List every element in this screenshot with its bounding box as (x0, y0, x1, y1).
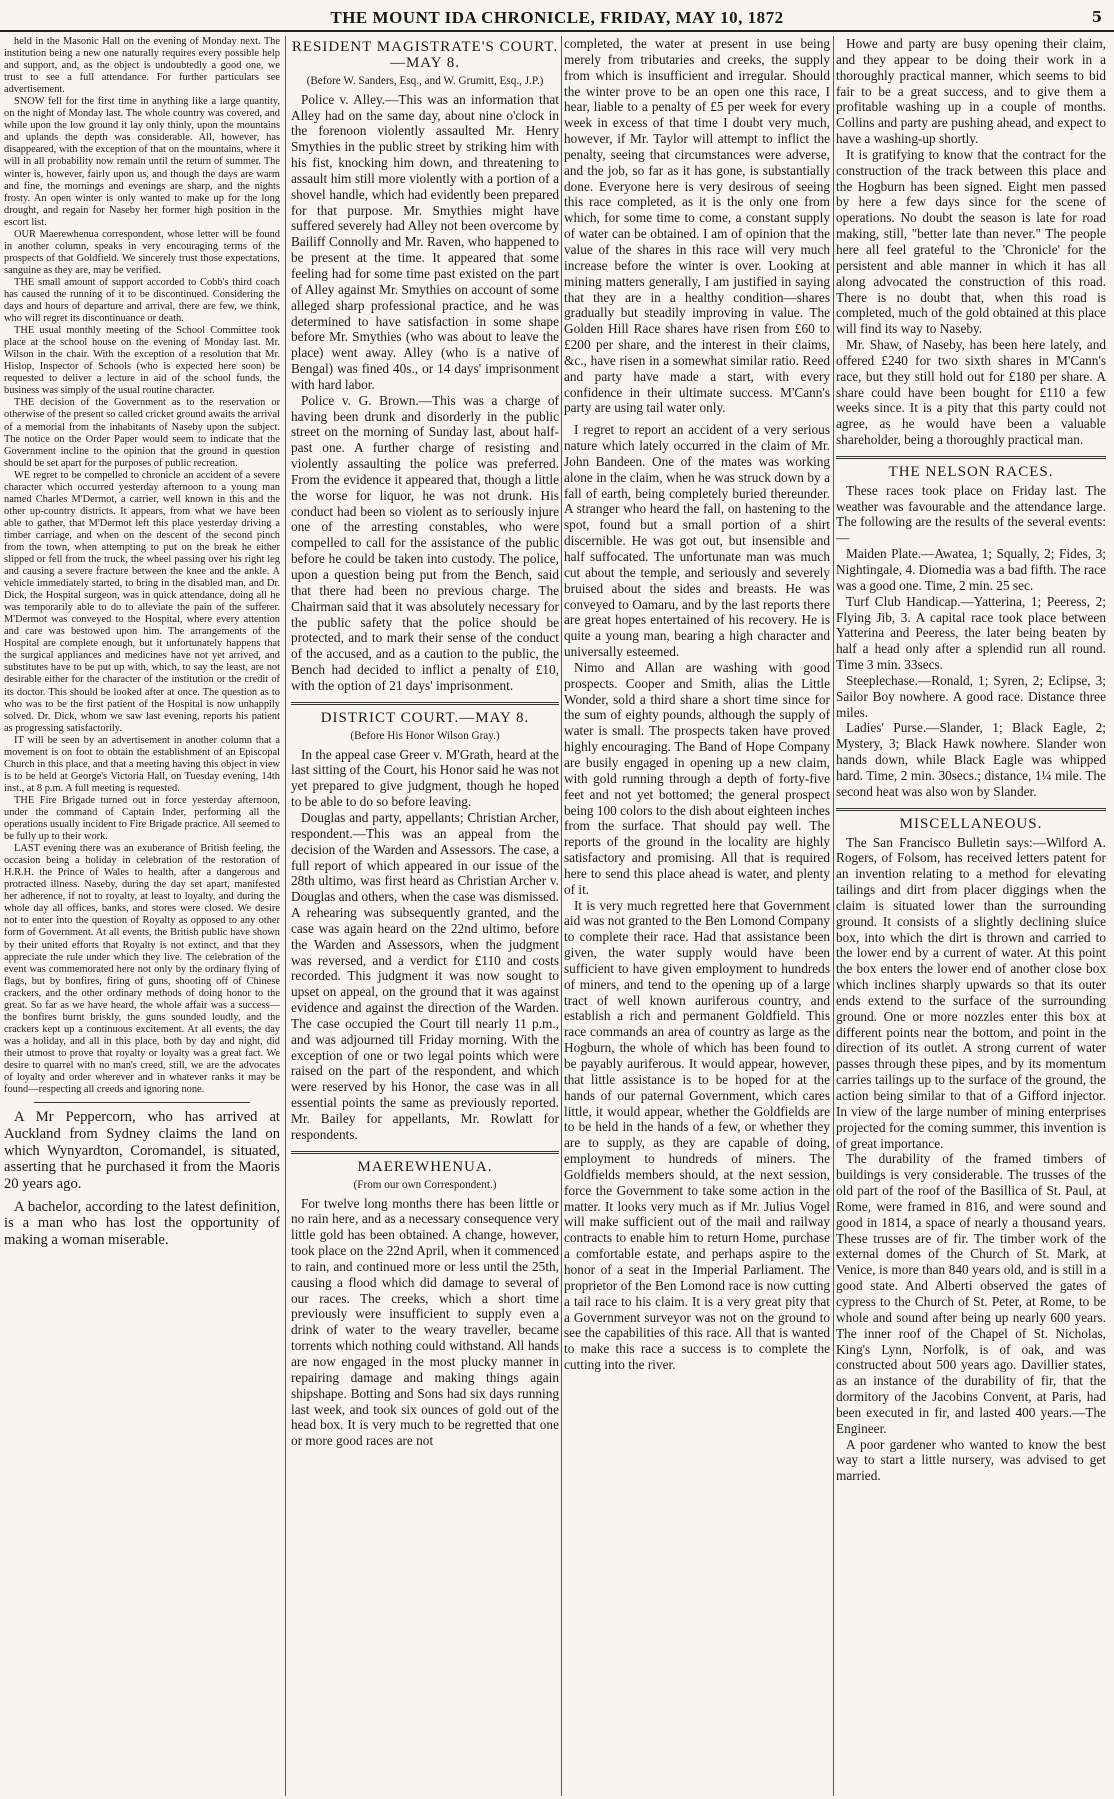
article-paragraph: Turf Club Handicap.—Yatterina, 1; Peeress, 2; Flying Jib, 3. A capital race took place between Yatterina and Peeress, the later being beaten by half a head only after a splendid run all round. Time 3 min. 33secs. (836, 593, 1106, 673)
local-news (4, 36, 280, 1096)
article-paragraph: Douglas and party, appellants; Christian Archer, respondent.—This was an appeal from the decision of the Warden and Assessors. The case, a full report of which appeared in our issue of the 28th ultimo, was first heard as Christian Archer v. Douglas and others, when the case was dismissed. A rehearing was subsequently granted, and the case was again heard on the 22nd ultimo, before the Warden and Assessors, when the judgment was reversed, and a verdict for £110 and costs recorded. This judgment it was now sought to upset on appeal, on the ground that it was against evidence and against the direction of the Warden. The case occupied the Court till nearly 11 p.m., and was adjourned till Friday morning. With the exception of one or two legal points which were raised on the part of the respondent, and which were reserved by his Honor, the case was in all essential points the same as previously reported. Mr. Bailey for appellants, Mr. Rowlatt for respondents. (291, 809, 559, 1142)
section-heading: RESIDENT MAGISTRATE'S COURT.—MAY 8. (291, 39, 559, 71)
section-heading: MAEREWHENUA. (357, 1158, 493, 1175)
news-brief: A Mr Peppercorn, who has arrived at Auckland from Sydney claims the land on which Wynyardton, Coromandel, is situated, asserting that he purchased it from the Maoris 20 years ago. (4, 1109, 280, 1192)
section-heading: DISTRICT COURT.—MAY 8. (320, 709, 530, 726)
section-heading: MISCELLANEOUS. (899, 815, 1043, 832)
divider (34, 1102, 250, 1103)
article-paragraph: Nimo and Allan are washing with good prospects. Cooper and Smith, alias the Little Wonder, sold a third share a short time since for the sum of eighty pounds, although the supply of water is small. The prospects taken have proved highly encouraging. The Band of Hope Company are busily engaged in opening up a new claim, with gold running through a depth of forty-five feet and not yet bottomed; the general prospect being 100 colors to the dish about eighteen inches from the surface. That should pay well. The reports of the ground in the locality are highly satisfactory and promising. All that is required here to send this place ahead is water, and plenty of it. (564, 659, 830, 897)
news-brief: A bachelor, according to the latest definition, is a man who has lost the opportunity of making a woman miserable. (4, 1198, 280, 1249)
divider (836, 456, 1106, 459)
article-paragraph: THE small amount of support accorded to Cobb's third coach has caused the running of it to be discontinued. Considering the days and hours of departure and arrival, there are few, we think, who will regret its discontinuance or death. (4, 276, 280, 325)
article-paragraph: Police v. Alley.—This was an information that Alley had on the same day, about nine o'clock in the forenoon violently assaulted Mr. Henry Smythies in the public street by striking him with his fist, knocking him down, and threatening to assault him still more violently with a portion of a shovel handle, which had evidently been prepared for that purpose. Mr. Smythies might have suffered severely had Alley not been overcome by Bailiff Connolly and Mr. Raven, who happened to be present at the time. It appeared that some feeling had for some time past existed on the part of Alley against Mr. Smythies on account of some alleged sharp professional practice, and he was determined to have satisfaction in some shape before Mr. Smythies (who was about to leave the place) went away. Alley (who is a native of Bengal) was fined 40s., or 14 days' imprisonment with hard labor. (291, 91, 559, 392)
page-columns (0, 36, 1114, 1796)
article-paragraph: Steeplechase.—Ronald, 1; Syren, 2; Eclipse, 3; Sailor Boy nowhere. A good race. Distance three miles. (836, 672, 1106, 720)
column-2 (291, 36, 559, 1796)
article-paragraph: THE decision of the Government as to the reservation or otherwise of the present so called cricket ground awaits the arrival of a memorial from the inhabitants of Naseby upon the subject. The notice on the Order Paper would seem to indicate that the Government incline to the opinion that the ground in question should be set apart for the purposes of public recreation. (4, 397, 280, 469)
article-paragraph: WE regret to be compelled to chronicle an accident of a severe character which occurred yesterday afternoon to a young man named Charles M'Dermot, a carrier, well known in this and the other up-country districts. It appears, from what we have been able to gather, that M'Dermot left this place yesterday driving a timber carriage, and when on the descent of the second pinch from the town, when attempting to put on the break he either slipped or fell from the truck, the wheel passing over his right leg and causing a severe fracture between the knee and the ankle. A vehicle immediately started, to bring in the disabled man, and Dr. Dick, the Hospital surgeon, was in quick attendance, doing all he was temporarily able to do to alleviate the pain of the sufferer. M'Dermot was conveyed to the Hospital, where every attention and care was bestowed upon him. The arrangements of the Hospital are complete enough, but it unfortunately happens that the surgical appliances and medicines have not yet arrived, and substitutes have to be put up with, which, to say the least, are not desirable either for the character of the institution or the credit of its doctor. This should be looked after at once. The question as to who was to be the first patient of the Hospital is now unhappily solved. Dr. Dick, whom we saw last evening, reports his patient as progressing satisfactorily. (4, 469, 280, 734)
article-paragraph: It is very much regretted here that Government aid was not granted to the Ben Lomond Company to complete their race. Had that assistance been given, the water supply would have been sufficient to have given employment to hundreds of miners, and tend to the opening up of a large tract of well known auriferous country, and establish a rich and permanent Goldfield. This race commands an area of country as large as the Hogburn, the whole of which has been found to be payably auriferous. It would appear, however, that little assistance is to be hoped for at the hands of our paternal Government, which cares little, it would appear, whether the Goldfields are to be held in the hands of a few, or whether they are to supply, as they are capable of doing, employment to hundreds of miners. The Goldfields members should, at the next session, force the Government to take some action in the matter. It looks very much as if Mr. Julius Vogel will make sufficient out of the mail and railway contracts to enable him to return Home, purchase a comfortable estate, and perhaps aspire to the honor of a seat in the Imperial Parliament. The proprietor of the Ben Lomond race is now cutting a tail race to his claim. It is a very great pity that a Government surveyor was not on the ground to see the capabilities of this race. All that is wanted to make this race a success is to complete the cutting into the river. (564, 897, 830, 1373)
article-paragraph: Howe and party are busy opening their claim, and they appear to be doing their work in a thoroughly practical manner, which seems to bid fair to be a great success, and to give them a profitable washing up in a couple of months. Collins and party are pushing ahead, and expect to have a washing-up shortly. (836, 36, 1106, 147)
divider (291, 1151, 559, 1154)
article-paragraph: THE Fire Brigade turned out in force yesterday afternoon, under the command of Captain Inder, performing all the operations usually incident to Fire Brigade practice. All seemed to be fully up to their work. (4, 794, 280, 843)
article-paragraph: SNOW fell for the first time in anything like a large quantity, on the night of Monday last. The whole country was covered, and while upon the low ground it lay only thinly, upon the mountains and uplands the depth was considerable. All, however, has disappeared, with the exception of that on the mountains, where it will in all probability now remain until the return of summer. The winter is, however, fairly upon us, and though the days are warm and fine, the mornings and evenings are sharp, and the nights frosty. An open winter is only wanted to make up for the long drought, and regain for Naseby her former high position in the escort list. (4, 96, 280, 228)
divider (291, 702, 559, 705)
article-paragraph: The durability of the framed timbers of buildings is very considerable. The trusses of the old part of the roof of the Basillica of St. Paul, at Rome, were framed in 816, and were sound and good in 1814, a space of nearly a thousand years. These trusses are of fir. The timber work of the external domes of the Church of St. Mark, at Venice, is more than 840 years old, and is still in a good state. And Alberti observed the gates of cypress to the Church of St. Peter, at Rome, to be whole and sound after being up nearly 600 years. The inner roof of the Chapel of St. Nicholas, King's Lynn, Norfolk, is of oak, and was constructed about 500 years ago. Davillier states, as an instance of the durability of fir, that the dormitory of the Jacobins Convent, at Paris, had been executed in fir, and lasted 400 years.—The Engineer. (836, 1151, 1106, 1436)
column-1 (4, 36, 280, 1796)
section-subheading: (Before W. Sanders, Esq., and W. Grumitt, Esq., J.P.) (306, 74, 544, 87)
article-paragraph: LAST evening there was an exuberance of British feeling, the occasion being a holiday in celebration of the restoration of H.R.H. the Prince of Wales to health, after a dangerous and protracted illness. Naseby, during the day set apart, manifested her adherence, if not to royalty, at least to loyalty, and during the whole day all offices, banks, and stores were closed. We desire not to enter into the question of Royalty as opposed to any other form of Government. At all events, the British public have shown by their united efforts that Royalty is not extinct, and that they appreciate the rule under which they live. The celebration of the event was commemorated here not only by the ordinary flying of flags, but by bonfires, firing of guns, shooting off of Chinese crackers, and the other ordinary methods of doing honor to the great. So far as we have heard, the whole affair was a success—the bonfires burnt briskly, the guns sounded loudly, and the crackers kept up a continuous excitement. At all events, the day was a holiday, and all in this place, both by day and night, did their utmost to prove that royalty or loyalty was a great fact. We desire to quarrel with no man's creed, still, we are the advocates of loyalty and order wherever and in whatever ranks it may be found—respecting all creeds and ignoring none. (4, 843, 280, 1096)
article-paragraph: A poor gardener who wanted to know the best way to start a little nursery, was advised to get married. (836, 1436, 1106, 1484)
article-paragraph: These races took place on Friday last. The weather was favourable and the attendance large. The following are the results of the several events:— (836, 482, 1106, 546)
section-subheading: (From our own Correspondent.) (353, 1178, 497, 1191)
article-paragraph: I regret to report an accident of a very serious nature which lately occurred in the claim of Mr. John Bandeen. One of the mates was working alone in the claim, when he was struck down by a fall of earth, being completely buried thereunder. A stranger who heard the fall, on hastening to the spot, found but a small portion of a shirt discernible. He was got out, but insensible and half suffocated. The unfortunate man was much cut about the temple, and seriously and severely bruised about the sides and breasts. He was conveyed to Oamaru, and by the last reports there are great hopes entertained of his recovery. He is quite a young man, bearing a high character and universally esteemed. (564, 422, 830, 660)
article-paragraph: Police v. G. Brown.—This was a charge of having been drunk and disorderly in the public street on the morning of Sunday last, about half-past one. A further charge of resisting and violently assaulting the police was preferred. From the evidence it appeared that, though a little the worse for liquor, he was not drunk. His conduct had been so violent as to seriously injure one of the arresting constables, who were compelled to call for the assistance of the public before he could be taken into custody. The police, upon a question being put from the Bench, said that there had been no previous charge. The Chairman said that it was absolutely necessary for the public safety that the police should be protected, and to mark their sense of the conduct of the accused, and as a caution to the public, the Bench had decided to inflict a penalty of £10, with the option of 21 days' imprisonment. (291, 392, 559, 693)
article-paragraph: held in the Masonic Hall on the evening of Monday next. The institution being a new one naturally requires every possible help and support, and, as the object is undoubtedly a good one, we trust to see a full attendance. For further particulars see advertisement. (4, 36, 280, 96)
article-paragraph: Mr. Shaw, of Naseby, has been here lately, and offered £240 for two sixth shares in M'Cann's race, but they still hold out for £180 per share. A share could have been bought for £110 a few weeks since. It is a pity that this party could not agree, as he would have been a valuable shareholder, being a thoroughly practical man. (836, 337, 1106, 448)
article-paragraph: THE usual monthly meeting of the School Committee took place at the school house on the evening of Monday last. Mr. Wilson in the chair. With the exception of a resolution that Mr. Hislop, Inspector of Schools (who is expected here soon) be requested to deliver a lecture in aid of the school funds, the business was simply of the usual routine character. (4, 325, 280, 397)
column-3 (564, 36, 830, 1796)
article-paragraph: In the appeal case Greer v. M'Grath, heard at the last sitting of the Court, his Honor said he was not yet prepared to give judgment, though he hoped to be able to do so before leaving. (291, 746, 559, 810)
article-paragraph: The San Francisco Bulletin says:—Wilford A. Rogers, of Folsom, has received letters patent for an invention relating to a method for elevating tailings and dirt from placer diggings when the claim is situated lower than the surrounding ground. It consists of a slightly declining sluice box, into which the dirt is thrown and carried to the lower end by a current of water. At this point the box enters the lower end of another close box which inclines sharply upwards so that its outer ends extend to the surface of the surrounding ground. One or more nozzles enter this box at different points near the bottom, and point in the direction of its outlet. A strong current of water passes through these pipes, and by its momentum carries tailings up to the surface of the ground, the action being similar to that of a Gifford injector. In view of the large number of mining enterprises projected for the coming summer, this invention is of great importance. (836, 834, 1106, 1151)
section-heading: THE NELSON RACES. (888, 463, 1054, 480)
article-paragraph: IT will be seen by an advertisement in another column that a movement is on foot to obtain the establishment of an Episcopal Church in this place, and that a meeting having this object in view is to be held at George's Victoria Hall, on Tuesday evening, 14th inst., at 8 p.m. A full meeting is requested. (4, 734, 280, 794)
article-paragraph: completed, the water at present in use being merely from tributaries and creeks, the supply from which is insufficient and irregular. Should the winter prove to be an open one this race, I hear, liable to a penalty of £5 per week for every week in excess of that time I doubt very much, however, if Mr. Taylor will attempt to inflict the penalty, seeing that circumstances were adverse, and the job, so far as it has gone, is substantially done. Everyone here is very desirous of seeing this race completed, as it is the only one from which, for some time to come, a constant supply of water can be obtained. I am of opinion that the value of the shares in this race will very much increase before the winter is over. Looking at mining matters generally, I am justified in saying that they are in a healthy condition—shares gradually but steadily improving in value. The Golden Hill Race shares have risen from £60 to £200 per share, and the interest in their claims, &c., have risen in a somewhat similar ratio. Reed and party have made a start, with every confidence in their ultimate success. M'Cann's party are using tail water only. (564, 36, 830, 416)
divider (836, 808, 1106, 811)
newspaper-title: THE MOUNT IDA CHRONICLE, FRIDAY, MAY 10, 1872 (330, 8, 784, 27)
article-paragraph: Maiden Plate.—Awatea, 1; Squally, 2; Fides, 3; Nightingale, 4. Diomedia was a bad fifth. The race was a good one. Time, 2 min. 25 sec. (836, 546, 1106, 593)
column-4 (836, 36, 1106, 1796)
masthead (0, 0, 1114, 32)
article-paragraph: OUR Maerewhenua correspondent, whose letter will be found in another column, speaks in very encouraging terms of the prospects of that Goldfield. We sincerely trust those expectations, sanguine as they are, may be verified. (4, 228, 280, 276)
article-paragraph: It is gratifying to know that the contract for the construction of the track between this place and the Hogburn has been signed. Eight men passed by here a few days since for the scene of operations. No doubt the season is late for road making, still, "better late than never." The people here all feel grateful to the 'Chronicle' for the persistent and able manner in which it has all along advocated the construction of this road. There is no doubt that, when this road is completed, much of the gold obtained at this place will find its way to Naseby. (836, 146, 1106, 337)
page-number: 5 (1091, 8, 1102, 26)
article-paragraph: Ladies' Purse.—Slander, 1; Black Eagle, 2; Mystery, 3; Black Hawk nowhere. Slander won hands down, while Black Eagle was whipped hard. Time, 2 min. 30secs.; distance, 1¼ mile. The second heat was also won by Slander. (836, 720, 1106, 799)
article-paragraph: For twelve long months there has been little or no rain here, and as a necessary consequence very little gold has been obtained. A change, however, took place on the 22nd April, when it commenced to rain, and continued more or less until the 25th, causing a flood which did damage to several of our races. The creeks, which a short time previously were insufficient to supply even a drink of water to the weary traveller, became torrents which nothing could withstand. All hands are now engaged in the most plucky manner in repairing damage and making things again shipshape. Botting and Sons had six days running last week, and took six ounces of gold out of the head box. It is very much to be regretted that one or more good races are not (291, 1195, 559, 1449)
section-subheading: (Before His Honor Wilson Gray.) (350, 729, 500, 742)
